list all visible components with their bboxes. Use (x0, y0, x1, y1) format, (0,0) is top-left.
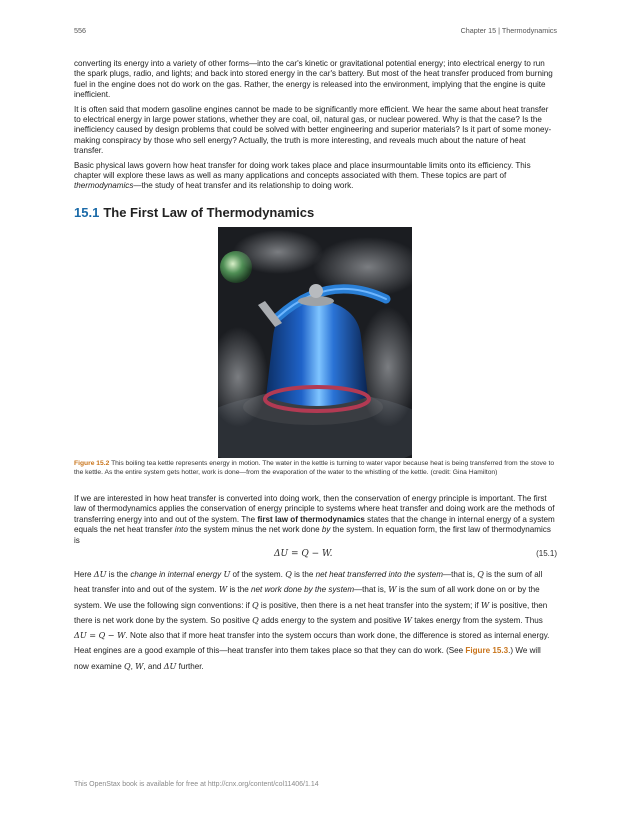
chapter-title: Chapter 15 | Thermodynamics (460, 26, 557, 35)
page (74, 0, 557, 815)
intro-text (74, 59, 557, 192)
figure-label: Figure 15.2 (74, 460, 110, 467)
page-footer: This OpenStax book is available for free at http://cnx.org/content/col11406/1.14 (74, 781, 319, 788)
kettle-photo-illustration (218, 227, 412, 458)
equation-15-1 (74, 549, 557, 561)
figure-caption (74, 460, 557, 477)
intro-paragraph-3: Basic physical laws govern how heat transfer for doing work takes place and place insurmountable limits onto its efficiency. This chapter will explore these laws as well as many applications and concepts associated with them. These topics are part of thermodynamics—the study of heat transfer and its relationship to doing work. (74, 160, 531, 191)
section-title: The First Law of Thermodynamics (103, 205, 315, 220)
first-law-term: first law of thermodynamics (257, 514, 365, 524)
intro-paragraph-1: converting its energy into a variety of other forms—into the car's kinetic or gravitational potential energy; into electrical energy to run the spark plugs, radio, and lights; and back into stored energy in the car's battery. But most of the heat transfer produced from burning fuel in the engine does not do work on the gas. Rather, the energy is released into the environment, implying that the engine is quite inefficient. (74, 59, 553, 100)
figure-15-3-link[interactable]: Figure 15.3 (465, 646, 509, 656)
intro-paragraph-2: It is often said that modern gasoline engines cannot be made to be significantly more efficient. We hear the same about heat transfer to electrical energy in large power stations, whether they are coal, oil, natural gas, or nuclear powered. Why is that the case? Is the inefficiency caused by design problems that could be solved with better engineering and superior materials? Is it part of some money-making conspiracy by those who sell energy? Actually, the truth is more interesting, and reveals much about the nature of heat transfer. (74, 104, 552, 156)
section-number: 15.1 (74, 205, 100, 220)
equation-number: (15.1) (536, 549, 557, 558)
kettle-photo (218, 227, 412, 458)
definitions-paragraph: Here ΔU is the change in internal energy U of the system. Q is the net heat transferred into the system—that is, Q is the sum of all heat transfer into and out of the system. W is the net work done by the system—that is, W is the sum of all work done on or by the system. We use the following sign conventions: if Q is positive, then there is a net heat transfer into the system; if W is positive, then there is net work done by the system. So positive Q adds energy to the system and positive W takes energy from the system. Thus ΔU = Q − W. Note also that if more heat transfer into the system occurs than work done, the difference is stored as internal energy. Heat engines are a good example of this—heat transfer into them takes place so that they can do work. (See Figure 15.3.) We will now examine Q, W, and ΔU further. (74, 569, 550, 671)
equation-formula: ΔU = Q − W. (274, 549, 333, 559)
figure-caption-text: This boiling tea kettle represents energy in motion. The water in the kettle is turning to water vapor because heat is being transferred from the stove to the kettle. As the entire system gets hotter, work is done—from the evaporation of the water to the whistling of the kettle. (credit: Gina Hamilton) (74, 460, 555, 476)
page-number: 556 (74, 26, 86, 35)
section-heading (74, 205, 314, 220)
first-law-paragraph: If we are interested in how heat transfer is converted into doing work, then the conservation of energy principle is important. The first law of thermodynamics applies the conservation of energy principle to systems where heat transfer and doing work are the methods of transferring energy into and out of the system. The first law of thermodynamics states that the change in internal energy of a system equals the net heat transfer into the system minus the net work done by the system. In equation form, the first law of thermodynamics is (74, 494, 555, 545)
